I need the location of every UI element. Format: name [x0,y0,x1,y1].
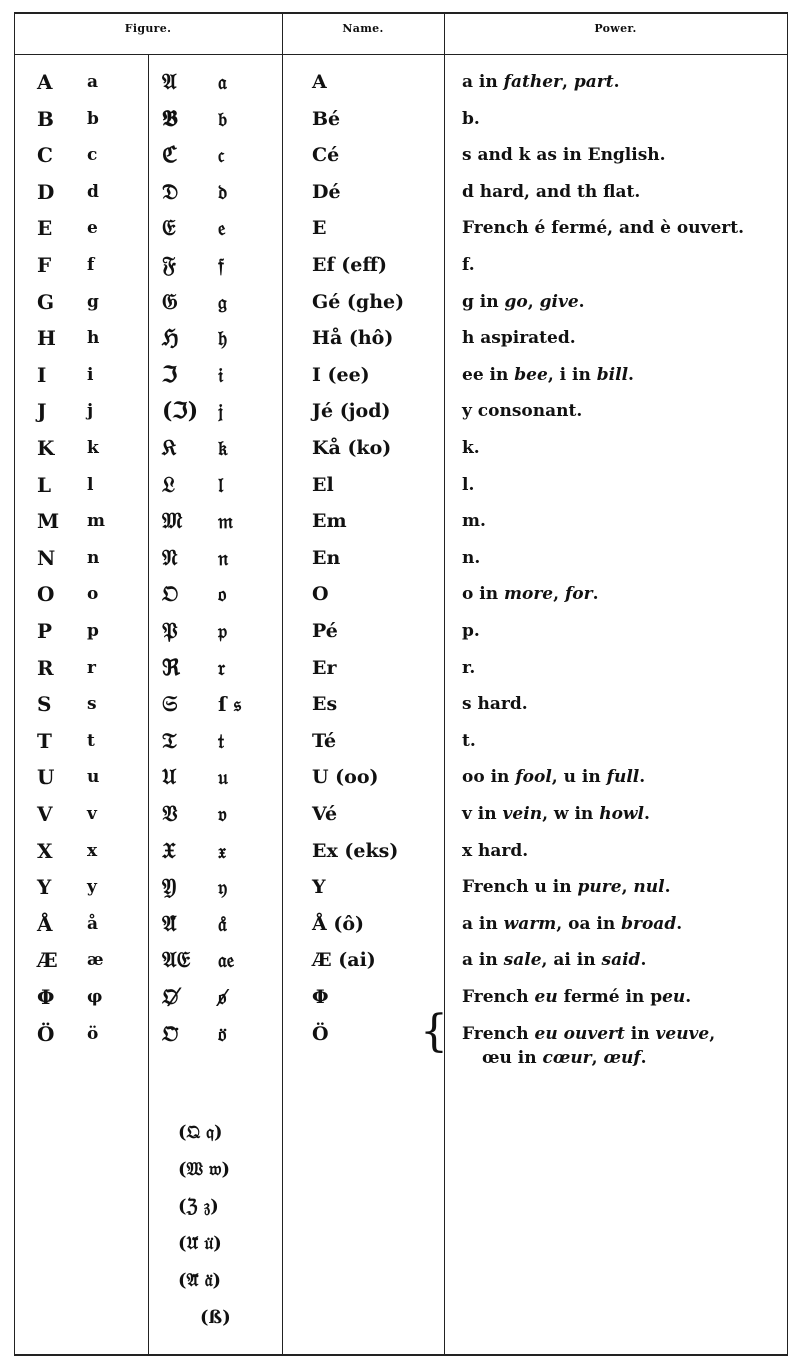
letter-name: Pé [312,620,338,642]
table-row [0,137,800,174]
letter-name: E [312,217,327,240]
table-row [0,650,800,687]
letter-power: n. [462,547,481,568]
fraktur-lower: 𝔵 [218,838,227,863]
letter-name: Em [312,510,347,533]
fraktur-upper: 𝔎 [162,435,177,461]
letter-power: t. [462,730,476,751]
fraktur-upper: 𝔘 [162,764,177,791]
roman-lower: n [87,547,100,568]
roman-upper: E [37,216,53,241]
fraktur-lower: 𝔤 [218,289,227,314]
roman-lower: t [87,730,95,751]
letter-name: Å (ô) [312,912,365,935]
fraktur-lower: 𝔯 [218,655,226,680]
table-row [0,540,800,577]
roman-lower: p [87,621,99,641]
roman-lower: s [87,694,97,715]
fraktur-upper: ℑ [162,361,178,388]
fraktur-lower: 𝔦 [218,362,224,387]
letter-name: Cé [312,144,340,167]
letter-name: Ex (eks) [312,839,399,862]
letter-power: y consonant. [462,401,583,422]
letter-power: b. [462,108,480,129]
fraktur-upper: 𝔉 [162,252,176,278]
fraktur-upper: 𝔖 [162,691,178,718]
roman-upper: N [37,545,56,570]
roman-upper: G [37,289,55,314]
letter-power: s and k as in English. [462,145,666,166]
letter-name: Ef (eff) [312,254,387,276]
roman-lower: c [87,145,98,166]
letter-power: l. [462,474,475,495]
roman-upper: Φ [37,985,55,1009]
table-row [0,869,800,906]
fraktur-lower: 𝔨 [218,436,228,460]
fraktur-lower: ſ 𝔰 [218,692,242,717]
letter-power: a in warm, oa in broad. [462,913,683,934]
letter-power: r. [462,657,476,678]
roman-lower: g [87,291,99,312]
letter-power: m. [462,511,486,532]
table-row [0,284,800,321]
table-row [0,320,800,357]
extra-fraktur-letter: (ß) [200,1307,231,1328]
roman-lower: å [87,913,99,934]
table-row [0,247,800,284]
roman-lower: k [87,438,99,458]
letter-power: ee in bee, i in bill. [462,364,634,385]
roman-upper: Y [37,875,52,900]
fraktur-lower: 𝔩 [218,472,224,497]
table-row [0,979,800,1016]
fraktur-upper: 𝕭 [162,105,178,132]
header-figure: Figure. [124,22,172,35]
roman-upper: P [37,619,53,643]
letter-name: Er [312,656,337,679]
letter-name: En [312,546,341,569]
fraktur-upper: 𝔗 [162,727,177,754]
table-row [0,942,800,979]
letter-power: x hard. [462,840,529,861]
letter-name: Kå (ko) [312,437,392,459]
letter-name: Æ (ai) [312,949,376,972]
roman-upper: C [37,143,53,168]
letter-name: Vé [312,803,338,825]
letter-name: Dé [312,180,341,203]
roman-upper: H [37,326,56,351]
table-row [0,101,800,138]
letter-name: Bé [312,107,341,130]
table-row [0,64,800,101]
fraktur-upper: ℌ [162,325,179,352]
letter-name: Y [312,876,326,899]
letter-name: O [312,583,329,606]
fraktur-upper: 𝔒̈ [162,1020,179,1047]
letter-name: Φ [312,986,329,1008]
fraktur-lower: 𝔭 [218,619,228,643]
header-name: Name. [342,22,384,35]
roman-lower: ö [87,1023,99,1044]
roman-upper: K [37,436,55,460]
table-row [0,576,800,613]
extra-fraktur-letter: (𝔔 𝔮) [178,1122,223,1143]
table-bottom-border [14,1354,788,1356]
fraktur-upper: 𝔛 [162,837,176,864]
fraktur-lower: 𝔡 [218,179,228,204]
roman-upper: R [37,655,54,680]
fraktur-upper: (ℑ) [162,398,199,425]
fraktur-upper: 𝔄 [162,69,177,95]
roman-lower: a [87,72,99,92]
fraktur-upper: 𝔒 [162,581,179,608]
letter-name: El [312,473,334,496]
table-row [0,686,800,723]
roman-lower: u [87,767,100,788]
fraktur-lower: 𝔬̸ [218,985,227,1009]
fraktur-upper: 𝔊 [162,288,178,315]
table-row [0,357,800,394]
roman-upper: Æ [37,948,58,973]
fraktur-upper: ℭ [162,142,178,169]
letter-power: French eu fermé in peu. [462,987,692,1007]
fraktur-upper: 𝔏 [162,471,176,498]
letter-power: French é fermé, and è ouvert. [462,218,745,239]
fraktur-upper: ℜ [162,654,180,681]
extra-fraktur-letter: (𝔄̈ 𝔞̈) [178,1270,222,1291]
letter-name: I (ee) [312,363,370,386]
letter-power: a in sale, ai in said. [462,950,647,971]
roman-upper: U [37,765,55,790]
letter-power-continued: œu in cœur, œuf. [482,1047,647,1068]
letter-power: French eu ouvert in veuve, [462,1023,716,1044]
letter-power: v in vein, w in howl. [462,804,650,824]
roman-lower: æ [87,950,104,971]
roman-upper: X [37,838,53,863]
table-row [0,613,800,650]
letter-power: d hard, and th flat. [462,181,641,202]
roman-upper: T [37,728,52,753]
table-row [0,1005,800,1068]
letter-power: h aspirated. [462,328,576,349]
extra-fraktur-letter: (𝔚 𝔴) [178,1159,230,1180]
fraktur-lower: 𝔠 [218,143,225,168]
table-row [0,174,800,211]
roman-upper: Å [37,911,53,936]
letter-name: Ö [312,1022,329,1045]
roman-lower: l [87,474,94,495]
letter-power: oo in fool, u in full. [462,767,646,788]
roman-lower: d [87,181,99,202]
fraktur-upper: 𝔙 [162,801,178,827]
fraktur-lower: 𝔬̈ [218,1021,227,1046]
roman-upper: D [37,179,55,204]
fraktur-upper: 𝔒̸ [162,984,179,1010]
fraktur-upper: 𝔓 [162,618,178,644]
fraktur-lower: 𝔞̊ [218,911,227,936]
roman-lower: i [87,364,94,385]
fraktur-upper: 𝔈 [162,215,176,242]
roman-lower: e [87,218,98,239]
fraktur-lower: 𝔪 [218,509,234,534]
letter-name: Es [312,693,338,716]
fraktur-upper: 𝔄𝔈 [162,947,191,974]
fraktur-lower: 𝔳 [218,802,227,826]
fraktur-upper: 𝔑 [162,544,178,571]
table-row [0,833,800,870]
letter-power: k. [462,438,480,458]
fraktur-upper: 𝔐 [162,508,183,535]
roman-upper: A [37,70,53,94]
letter-name: Jé (jod) [312,400,391,423]
roman-upper: B [37,106,54,131]
roman-upper: M [37,509,60,534]
roman-upper: V [37,802,53,826]
letter-name: Té [312,729,337,752]
letter-name: Gé (ghe) [312,290,405,313]
table-row [0,796,800,833]
letter-name: Hå (hô) [312,327,394,350]
letter-power: French u in pure, nul. [462,877,671,898]
roman-upper: F [37,253,52,277]
fraktur-lower: 𝔬 [218,582,227,607]
fraktur-upper: 𝔜 [162,874,177,901]
roman-lower: y [87,877,97,898]
table-row [0,503,800,540]
roman-lower: b [87,108,99,129]
roman-upper: I [37,362,47,387]
roman-upper: O [37,582,55,607]
table-row [0,759,800,796]
table-row [0,393,800,430]
extra-fraktur-letter: (ℨ 𝔷) [178,1196,219,1217]
letter-name: U (oo) [312,766,379,789]
extra-fraktur-letter: (𝔘̈ 𝔲̈) [178,1233,222,1254]
fraktur-lower: 𝔢 [218,216,226,241]
roman-lower: m [87,511,105,532]
roman-lower: v [87,804,97,824]
roman-upper: J [37,399,47,424]
table-row [0,467,800,504]
roman-lower: o [87,584,99,605]
letter-power: f. [462,255,475,275]
fraktur-lower: 𝔧 [218,399,224,424]
brace-mark: { [420,1005,448,1057]
letter-name: A [312,71,327,93]
table-top-border [14,12,788,14]
table-row [0,723,800,760]
roman-lower: φ [87,987,103,1007]
fraktur-lower: 𝔞𝔢 [218,948,235,973]
roman-upper: L [37,472,52,497]
roman-lower: f [87,255,95,275]
fraktur-lower: 𝔱 [218,728,225,753]
fraktur-lower: 𝔶 [218,875,228,900]
fraktur-lower: 𝔞 [218,70,227,94]
letter-power: o in more, for. [462,584,599,605]
fraktur-lower: 𝔲 [218,765,228,790]
fraktur-lower: 𝔣 [218,253,224,277]
fraktur-upper: 𝔄̊ [162,910,177,937]
roman-lower: r [87,657,96,678]
letter-power: s hard. [462,694,528,715]
letter-power: p. [462,621,480,641]
roman-upper: Ö [37,1021,55,1046]
roman-upper: S [37,692,52,717]
table-row [0,430,800,467]
letter-power: g in go, give. [462,291,585,312]
letter-power: a in father, part. [462,72,620,92]
header-power: Power. [594,22,637,35]
fraktur-upper: 𝔇 [162,178,179,205]
header-divider [14,54,788,55]
fraktur-lower: 𝔥 [218,326,228,351]
table-row [0,210,800,247]
roman-lower: x [87,840,98,861]
fraktur-lower: 𝔟 [218,106,228,131]
roman-lower: j [87,401,94,422]
roman-lower: h [87,328,100,349]
table-row [0,906,800,943]
fraktur-lower: 𝔫 [218,545,229,570]
